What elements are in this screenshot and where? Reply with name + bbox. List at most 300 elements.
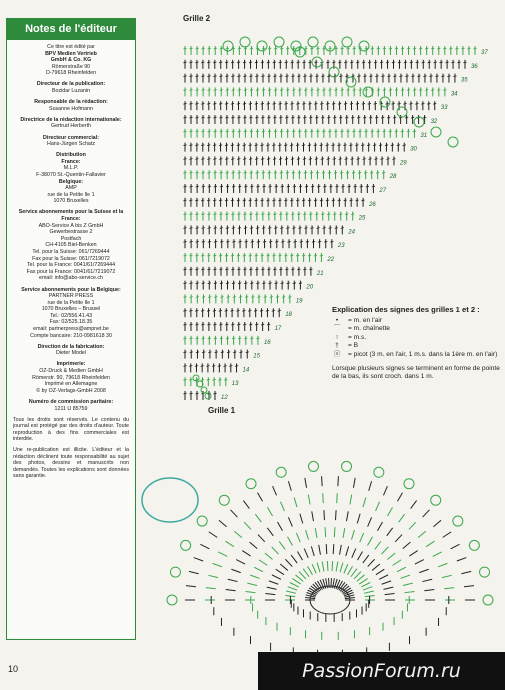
legend-text: = m.s.: [348, 333, 367, 341]
stitch-mark: [355, 145, 358, 146]
stitch-mark: [231, 269, 234, 270]
stitch-mark: [200, 544, 209, 548]
stitch-mark: [278, 522, 283, 531]
stitch-mark: [288, 517, 292, 526]
stitch-mark: [310, 90, 313, 91]
stitch-mark: [284, 255, 287, 256]
stitch-mark: [201, 145, 204, 146]
stitch-mark: [404, 592, 414, 593]
stitch-mark: [442, 575, 452, 577]
stitch-mark: [257, 297, 260, 298]
stitch-mark: [383, 90, 386, 91]
stitch-mark: [278, 200, 281, 201]
stitch-mark: [265, 553, 273, 559]
stitch-mark: [423, 510, 430, 517]
stitch-mark: [237, 269, 240, 270]
stitch-mark: [299, 283, 302, 284]
stitch-mark: [352, 530, 355, 540]
stitch-mark: [249, 145, 252, 146]
stitch-mark: [189, 103, 192, 104]
stitch-mark: [375, 76, 378, 77]
stitch-mark: [312, 511, 314, 521]
stitch-mark: [212, 366, 215, 367]
stitch-mark: [226, 228, 229, 229]
stitch-mark: [292, 579, 300, 584]
stitch-mark: [356, 62, 359, 63]
stitch-mark: [291, 62, 294, 63]
stitch-mark: [351, 117, 354, 118]
stitch-mark: [359, 90, 362, 91]
stitch-mark: [363, 587, 372, 590]
editor-block-line: Compte bancaire: 210-0981618 30: [30, 332, 112, 339]
stitch-mark: [315, 117, 318, 118]
stitch-mark: [308, 103, 311, 104]
stitch-mark: [326, 200, 329, 201]
stitch-mark: [368, 62, 371, 63]
stitch-mark: [345, 159, 348, 160]
stitch-mark: [280, 228, 283, 229]
stitch-mark: [213, 62, 216, 63]
stitch-mark: [322, 131, 325, 132]
stitch-mark: [296, 200, 299, 201]
stitch-mark: [291, 269, 294, 270]
stitch-mark: [330, 241, 333, 242]
stitch-mark: [383, 131, 386, 132]
row-number: 17: [274, 326, 282, 332]
stitch-mark: [337, 145, 340, 146]
stitch-mark: [299, 572, 306, 579]
stitch-mark: [443, 532, 451, 537]
picot-icon: [363, 87, 373, 97]
stitch-mark: [207, 117, 210, 118]
stitch-mark: [244, 48, 247, 49]
stitch-mark: [219, 117, 222, 118]
stitch-mark: [207, 76, 210, 77]
stitch-mark: [207, 310, 210, 311]
stitch-mark: [431, 90, 434, 91]
stitch-mark: [310, 228, 313, 229]
stitch-mark: [243, 159, 246, 160]
stitch-mark: [341, 90, 344, 91]
stitch-mark: [379, 575, 388, 579]
stitch-mark: [194, 558, 203, 561]
stitch-mark: [350, 495, 352, 505]
stitch-mark: [219, 324, 222, 325]
stitch-mark: [305, 186, 308, 187]
stitch-mark: [291, 214, 294, 215]
stitch-mark: [285, 214, 288, 215]
stitch-mark: [189, 200, 192, 201]
stitch-mark: [237, 255, 240, 256]
stitch-mark: [226, 241, 229, 242]
stitch-mark: [231, 117, 234, 118]
legend-symbol-icon: •: [335, 317, 339, 324]
stitch-mark: [232, 131, 235, 132]
stitch-mark: [288, 537, 293, 546]
stitch-mark: [382, 581, 391, 584]
stitch-mark: [244, 131, 247, 132]
stitch-mark: [358, 131, 361, 132]
stitch-mark: [220, 131, 223, 132]
stitch-mark: [189, 90, 192, 91]
stitch-mark: [297, 159, 300, 160]
editor-block-line: Dieter Model: [55, 350, 87, 357]
stitch-mark: [308, 566, 313, 575]
stitch-mark: [220, 297, 223, 298]
stitch-mark: [357, 117, 360, 118]
stitch-mark: [285, 76, 288, 77]
editor-block-line: France:: [61, 158, 81, 165]
legend-item: [332, 317, 500, 325]
editor-block-line: Bozidar Luzanin: [52, 88, 90, 95]
stitch-mark: [266, 255, 269, 256]
stitch-mark: [224, 379, 227, 380]
legend-item: [332, 351, 500, 359]
stitch-mark: [321, 76, 324, 77]
stitch-mark: [219, 520, 227, 526]
stitch-mark: [329, 186, 332, 187]
stitch-mark: [183, 200, 186, 201]
stitch-mark: [232, 241, 235, 242]
stitch-mark: [415, 103, 418, 104]
legend-symbol-icon: ⌒: [333, 325, 341, 333]
stitch-mark: [268, 507, 273, 516]
stitch-mark: [361, 145, 364, 146]
stitch-mark: [393, 560, 401, 565]
stitch-mark: [304, 228, 307, 229]
row-number: 26: [369, 201, 376, 208]
stitch-mark: [282, 297, 285, 298]
editor-block-line: Tel. pour la France: 0041/61/7269444: [26, 262, 116, 269]
stitch-mark: [219, 62, 222, 63]
stitch-mark: [294, 241, 297, 242]
stitch-mark: [183, 117, 186, 118]
stitch-mark: [183, 379, 186, 380]
stitch-mark: [220, 241, 223, 242]
editor-block-line: Hans-Jürgen Schatz: [47, 141, 95, 148]
stitch-mark: [320, 145, 323, 146]
stitch-mark: [440, 62, 443, 63]
stitch-mark: [347, 90, 350, 91]
stitch-mark: [261, 269, 264, 270]
stitch-mark: [268, 48, 271, 49]
page-number: 10: [8, 664, 19, 674]
stitch-mark: [332, 103, 335, 104]
stitch-mark: [447, 76, 450, 77]
row-number: 19: [295, 298, 303, 305]
stitch-mark: [292, 172, 295, 173]
stitch-mark: [288, 587, 297, 590]
stitch-mark: [195, 214, 198, 215]
stitch-mark: [409, 103, 412, 104]
stitch-mark: [309, 117, 312, 118]
stitch-mark: [362, 62, 365, 63]
stitch-mark: [403, 583, 413, 585]
stitch-mark: [391, 145, 394, 146]
grille2-title: Grille 2: [183, 14, 211, 23]
legend-text: = picot (3 m. en l'air, 1 m.s. dans la 1ère m. en l'air): [348, 350, 498, 358]
stitch-mark: [202, 186, 205, 187]
picot-icon: [480, 567, 490, 577]
stitch-mark: [372, 564, 380, 570]
picot-icon: [170, 567, 180, 577]
stitch-mark: [201, 172, 204, 173]
stitch-mark: [381, 547, 388, 554]
stitch-mark: [362, 103, 365, 104]
stitch-mark: [243, 324, 246, 325]
stitch-mark: [228, 579, 238, 581]
stitch-mark: [433, 520, 441, 526]
stitch-mark: [207, 103, 210, 104]
stitch-mark: [220, 338, 223, 339]
stitch-mark: [225, 324, 228, 325]
stitch-mark: [368, 559, 375, 566]
stitch-mark: [214, 283, 217, 284]
stitch-mark: [201, 200, 204, 201]
stitch-mark: [272, 310, 275, 311]
stitch-mark: [243, 501, 249, 509]
stitch-mark: [407, 90, 410, 91]
stitch-mark: [231, 214, 234, 215]
legend-text: = B: [348, 342, 359, 350]
stitch-mark: [335, 228, 338, 229]
stitch-mark: [314, 200, 317, 201]
stitch-mark: [195, 48, 198, 49]
editor-block-head: Service abonnements pour la Belgique:: [21, 286, 121, 293]
stitch-mark: [220, 186, 223, 187]
stitch-mark: [183, 172, 186, 173]
stitch-mark: [268, 186, 271, 187]
stitch-mark: [321, 117, 324, 118]
stitch-mark: [378, 522, 383, 531]
stitch-mark: [196, 186, 199, 187]
stitch-mark: [219, 255, 222, 256]
stitch-mark: [201, 159, 204, 160]
picot-icon: [257, 41, 267, 51]
picot-icon: [342, 37, 352, 47]
stitch-mark: [213, 145, 216, 146]
stitch-mark: [306, 241, 309, 242]
stitch-mark: [352, 549, 356, 558]
stitch-mark: [208, 48, 211, 49]
stitch-mark: [411, 117, 414, 118]
stitch-mark: [190, 241, 193, 242]
stitch-mark: [189, 366, 192, 367]
stitch-mark: [354, 186, 357, 187]
stitch-mark: [236, 560, 245, 564]
stitch-mark: [356, 103, 359, 104]
stitch-mark: [202, 297, 205, 298]
stitch-mark: [189, 159, 192, 160]
stitch-mark: [243, 145, 246, 146]
stitch-mark: [196, 283, 199, 284]
stitch-mark: [374, 62, 377, 63]
stitch-mark: [214, 48, 217, 49]
stitch-mark: [225, 62, 228, 63]
stitch-mark: [269, 581, 278, 584]
stitch-mark: [254, 567, 263, 571]
stitch-mark: [261, 159, 264, 160]
editor-block-head: Directeur de la publication:: [36, 81, 106, 88]
stitch-mark: [326, 62, 329, 63]
stitch-mark: [299, 186, 302, 187]
stitch-mark: [262, 90, 265, 91]
stitch-mark: [201, 62, 204, 63]
stitch-mark: [189, 76, 192, 77]
stitch-mark: [250, 542, 258, 548]
stitch-mark: [360, 186, 363, 187]
stitch-mark: [267, 62, 270, 63]
stitch-mark: [275, 241, 278, 242]
stitch-mark: [286, 131, 289, 132]
stitch-mark: [249, 255, 252, 256]
stitch-mark: [195, 90, 198, 91]
stitch-mark: [243, 269, 246, 270]
stitch-mark: [201, 379, 204, 380]
stitch-mark: [365, 90, 368, 91]
stitch-mark: [183, 131, 186, 132]
stitch-mark: [298, 172, 301, 173]
stitch-mark: [324, 241, 327, 242]
stitch-mark: [218, 366, 221, 367]
stitch-mark: [399, 76, 402, 77]
stitch-mark: [279, 269, 282, 270]
stitch-mark: [201, 103, 204, 104]
stitch-mark: [274, 228, 277, 229]
stitch-mark: [336, 510, 337, 520]
stitch-mark: [202, 352, 205, 353]
stitch-mark: [314, 62, 317, 63]
stitch-mark: [443, 90, 446, 91]
stitch-mark: [279, 159, 282, 160]
stitch-mark: [327, 214, 330, 215]
stitch-mark: [457, 62, 460, 63]
stitch-mark: [297, 62, 300, 63]
stitch-mark: [349, 145, 352, 146]
stitch-mark: [232, 186, 235, 187]
stitch-mark: [287, 283, 290, 284]
stitch-mark: [250, 283, 253, 284]
stitch-mark: [195, 324, 198, 325]
picot-icon: [197, 516, 207, 526]
stitch-mark: [376, 502, 380, 511]
grille1-title: Grille 1: [208, 406, 236, 415]
stitch-mark: [310, 48, 313, 49]
stitch-mark: [266, 145, 269, 146]
picot-icon: [276, 467, 286, 477]
stitch-mark: [208, 575, 218, 577]
stitch-mark: [328, 172, 331, 173]
stitch-mark: [363, 555, 369, 563]
stitch-mark: [202, 131, 205, 132]
stitch-mark: [189, 310, 192, 311]
row-number: 34: [450, 91, 458, 98]
stitch-mark: [397, 567, 406, 571]
stitch-mark: [189, 379, 192, 380]
stitch-mark: [183, 255, 186, 256]
stitch-mark: [383, 486, 387, 495]
stitch-mark: [368, 537, 373, 546]
stitch-mark: [302, 103, 305, 104]
stitch-mark: [323, 228, 326, 229]
stitch-mark: [437, 90, 440, 91]
stitch-mark: [243, 214, 246, 215]
stitch-mark: [358, 552, 363, 561]
stitch-mark: [274, 172, 277, 173]
stitch-mark: [201, 76, 204, 77]
stitch-mark: [407, 131, 410, 132]
stitch-mark: [351, 214, 354, 215]
stitch-mark: [292, 90, 295, 91]
stitch-mark: [202, 338, 205, 339]
stitch-mark: [220, 172, 223, 173]
stitch-mark: [237, 159, 240, 160]
stitch-mark: [370, 172, 373, 173]
stitch-mark: [183, 241, 186, 242]
stitch-mark: [230, 510, 237, 517]
stitch-mark: [350, 103, 353, 104]
stitch-mark: [195, 269, 198, 270]
stitch-mark: [255, 159, 258, 160]
stitch-mark: [418, 531, 426, 537]
watermark: PassionForum.ru: [258, 652, 505, 690]
stitch-mark: [238, 186, 241, 187]
stitch-mark: [235, 366, 238, 367]
stitch-mark: [368, 517, 372, 526]
stitch-mark: [363, 76, 366, 77]
stitch-mark: [247, 583, 257, 585]
stitch-mark: [336, 562, 338, 572]
editor-block-line: Römerstraße 90: [51, 63, 91, 70]
stitch-mark: [297, 117, 300, 118]
stitch-mark: [267, 103, 270, 104]
stitch-mark: [186, 586, 196, 587]
stitch-mark: [332, 62, 335, 63]
stitch-mark: [273, 214, 276, 215]
stitch-mark: [267, 76, 270, 77]
stitch-mark: [346, 172, 349, 173]
stitch-mark: [279, 103, 282, 104]
stitch-mark: [238, 172, 241, 173]
stitch-mark: [262, 172, 265, 173]
stitch-mark: [274, 131, 277, 132]
stitch-mark: [214, 90, 217, 91]
row-number: 15: [253, 353, 260, 360]
stitch-mark: [285, 559, 292, 566]
stitch-mark: [202, 283, 205, 284]
stitch-mark: [201, 214, 204, 215]
stitch-mark: [207, 200, 210, 201]
stitch-mark: [431, 48, 434, 49]
stitch-mark: [332, 561, 333, 571]
stitch-mark: [285, 269, 288, 270]
stitch-mark: [405, 117, 408, 118]
stitch-mark: [375, 541, 381, 549]
stitch-mark: [249, 200, 252, 201]
stitch-mark: [208, 283, 211, 284]
stitch-mark: [281, 241, 284, 242]
stitch-mark: [237, 62, 240, 63]
stitch-mark: [297, 269, 300, 270]
stitch-mark: [324, 510, 325, 520]
stitch-mark: [322, 172, 325, 173]
stitch-mark: [225, 145, 228, 146]
stitch-mark: [207, 172, 210, 173]
stitch-mark: [249, 62, 252, 63]
stitch-mark: [401, 90, 404, 91]
stitch-mark: [304, 172, 307, 173]
stitch-mark: [220, 48, 223, 49]
